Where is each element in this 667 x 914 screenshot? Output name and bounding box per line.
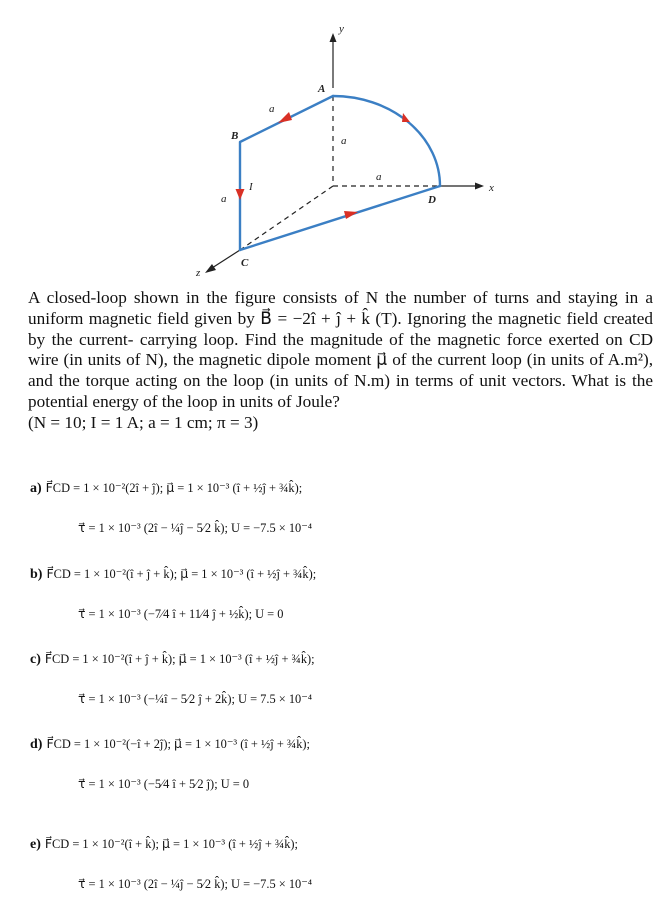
option-e-line1: F⃗CD = 1 × 10⁻²(î + k̂); μ⃗ = 1 × 10⁻³ (î + ½ĵ + ¾k̂); [44,837,298,851]
problem-givens: (N = 10; I = 1 A; a = 1 cm; π = 3) [28,412,259,432]
option-e-label: e) [30,837,41,852]
x-axis-label: x [489,182,494,194]
option-d-line2: τ⃗ = 1 × 10⁻³ (−5⁄4 î + 5⁄2 ĵ); U = 0 [78,777,250,791]
wire-c-d [240,186,440,250]
option-d-cont [78,776,249,792]
length-od-label: a [376,171,382,183]
wire-arc-d-a [333,96,440,186]
option-e-cont [78,876,312,892]
loop-figure [0,0,667,285]
y-axis-arrow [330,33,337,42]
y-axis-label: y [339,23,344,35]
point-a-label: A [318,83,326,95]
option-d[interactable] [30,736,310,753]
current-arrow-arc [402,113,410,122]
option-b[interactable] [30,566,316,583]
option-c-cont [78,691,312,707]
option-b-line2: τ⃗ = 1 × 10⁻³ (−7⁄4 î + 11⁄4 ĵ + ½k̂); U = 0 [78,607,284,621]
point-c-label: C [241,257,249,269]
option-a[interactable] [30,480,302,497]
option-d-label: d) [30,737,43,752]
option-b-label: b) [30,567,43,582]
current-arrow-ab [278,112,292,123]
z-axis-label: z [196,267,201,279]
option-c[interactable] [30,651,315,668]
x-axis-arrow [475,183,484,190]
length-ab-label: a [269,103,275,115]
z-axis-dashed [240,186,333,250]
current-arrow-bc [236,189,245,200]
problem-text: A closed-loop shown in the figure consists of N the number of turns and staying in a uniform magnetic field given by B⃗ = −2î + ĵ + k̂ (T). Ignoring the magnetic field created by the current- carrying loop. Find the magnitude of the magnetic force exerted on CD wire (in units of N), the magnetic dipole moment μ⃗ of the current loop (in units of A.m²), and the torque acting on the loop (in units of N.m) in terms of unit vectors. What is the potential energy of the loop in units of Joule? [28,288,653,411]
option-d-line1: F⃗CD = 1 × 10⁻²(−î + 2ĵ); μ⃗ = 1 × 10⁻³ (î + ½ĵ + ¾k̂); [46,737,310,751]
problem-statement [28,288,653,434]
point-b-label: B [231,130,239,142]
option-c-line1: F⃗CD = 1 × 10⁻²(î + ĵ + k̂); μ⃗ = 1 × 10⁻³ (î + ½ĵ + ¾k̂); [44,652,315,666]
z-axis-arrow [205,264,216,273]
option-a-label: a) [30,481,42,496]
option-a-line1: F⃗CD = 1 × 10⁻²(2î + ĵ); μ⃗ = 1 × 10⁻³ (î + ½ĵ + ¾k̂); [45,481,303,495]
option-c-line2: τ⃗ = 1 × 10⁻³ (−¼î − 5⁄2 ĵ + 2k̂); U = 7.5 × 10⁻⁴ [78,692,313,706]
current-label: I [249,181,253,193]
option-a-cont [78,520,312,536]
option-c-label: c) [30,652,41,667]
option-b-cont [78,606,283,622]
option-a-line2: τ⃗ = 1 × 10⁻³ (2î − ¼ĵ − 5⁄2 k̂); U = −7.5 × 10⁻⁴ [78,521,313,535]
option-b-line1: F⃗CD = 1 × 10⁻²(î + ĵ + k̂); μ⃗ = 1 × 10⁻³ (î + ½ĵ + ¾k̂); [46,567,317,581]
point-d-label: D [428,194,436,206]
length-axis-label: a [341,135,347,147]
z-axis [212,250,240,268]
option-e[interactable] [30,836,298,853]
length-bc-label: a [221,193,227,205]
current-arrow-cd [344,211,358,219]
option-e-line2: τ⃗ = 1 × 10⁻³ (2î − ¼ĵ − 5⁄2 k̂); U = −7.5 × 10⁻⁴ [78,877,313,891]
